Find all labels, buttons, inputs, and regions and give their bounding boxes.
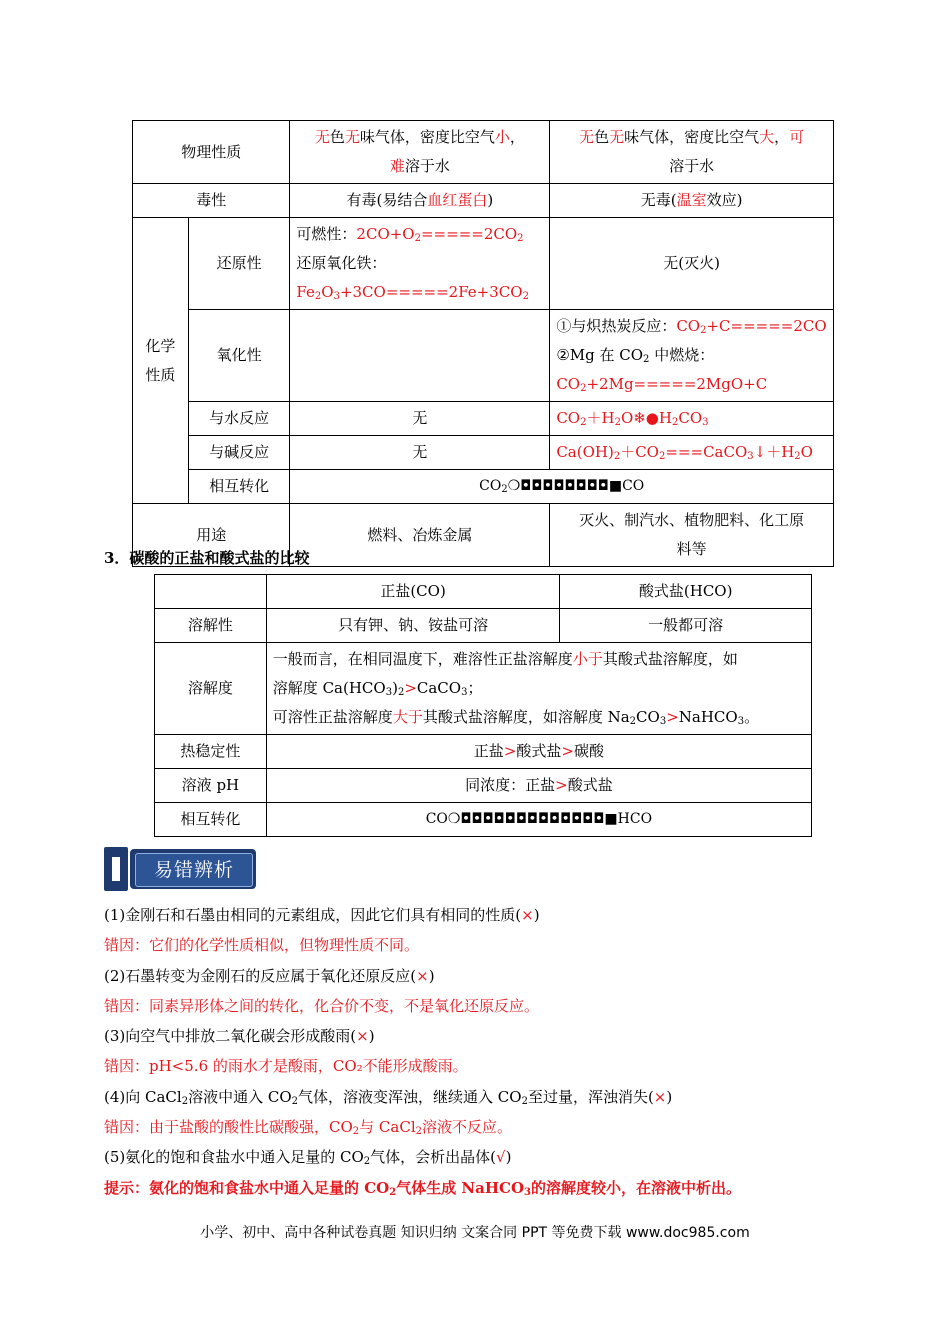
question-3: (3)向空气中排放二氧化碳会形成酸雨(×) — [104, 1027, 375, 1046]
answer-1: 错因：它们的化学性质相似，但物理性质不同。 — [104, 936, 420, 955]
table-row — [155, 735, 812, 769]
row-label: 相互转化 — [188, 470, 290, 504]
banner-notch — [112, 857, 120, 881]
co2-water-cell: $CO_2+H_2O❄●H_2CO_3$ — [550, 402, 834, 436]
answer-5: 提示：氨化的饱和食盐水中通入足量的 $CO_2$气体生成 NaHCO$_3$的溶解度较小，在溶液中析出。 — [104, 1178, 742, 1198]
co-physical-cell: 无色无味气体，密度比空气小， 难溶于水 — [290, 121, 550, 184]
table-row — [155, 609, 812, 643]
co-co2-comparison-table — [132, 120, 834, 567]
header-empty — [155, 575, 267, 609]
co2-base-cell: $Ca(OH)_2+CO_2===CaCO_3↓+H_2O$ — [550, 436, 834, 470]
row-label: 热稳定性 — [155, 735, 267, 769]
banner-label: 易错辨析 — [135, 853, 253, 887]
row-label: 用途 — [133, 504, 290, 567]
table-row — [155, 643, 812, 735]
co-reducing-cell: 可燃性：$2CO+O_2=====2CO_2$ 还原氧化铁： $Fe_2O_3+3CO=====2Fe+3CO_2$ — [290, 218, 550, 310]
co2-toxicity-cell: 无毒(温室效应) — [550, 184, 834, 218]
chem-properties-label: 化学 性质 — [133, 218, 189, 504]
table-row — [155, 803, 812, 837]
carbonate-comparison-table — [154, 574, 812, 837]
co-usage-cell: 燃料、冶炼金属 — [290, 504, 550, 567]
row-label: 与碱反应 — [188, 436, 290, 470]
co-oxidizing-cell — [290, 310, 550, 402]
co2-reducing-cell: 无(灭火) — [550, 218, 834, 310]
table-row — [155, 769, 812, 803]
row-label: 相互转化 — [155, 803, 267, 837]
solubility-degree-cell: 一般而言，在相同温度下，难溶性正盐溶解度小于其酸式盐溶解度，如 溶解度 $Ca(HCO_3)_2>CaCO_3$； 可溶性正盐溶解度大于其酸式盐溶解度，如溶解度 $Na_2CO_3>NaHCO_3$。 — [266, 643, 811, 735]
co2-usage-cell: 灭火、制汽水、植物肥料、化工原 料等 — [550, 504, 834, 567]
row-label: 与水反应 — [188, 402, 290, 436]
table-header-row — [155, 575, 812, 609]
table-row — [133, 121, 834, 184]
row-label: 氧化性 — [188, 310, 290, 402]
row-label: 物理性质 — [133, 121, 290, 184]
thermal-stability-cell: 正盐>酸式盐>碳酸 — [266, 735, 811, 769]
acid-solubility-cell: 一般都可溶 — [560, 609, 812, 643]
ph-cell: 同浓度：正盐>酸式盐 — [266, 769, 811, 803]
co-base-cell: 无 — [290, 436, 550, 470]
row-label: 溶解度 — [155, 643, 267, 735]
answer-3: 错因：pH<5.6 的雨水才是酸雨，CO₂不能形成酸雨。 — [104, 1057, 468, 1076]
question-4: (4)向 CaCl$_2$溶液中通入 $CO_2$气体，溶液变浑浊，继续通入 $CO_2$至过量，浑浊消失(×) — [104, 1087, 673, 1107]
table-row — [133, 402, 834, 436]
conversion-cell: $CO_2❍◘◘◘◘◘◘◘◘■CO$ — [290, 470, 834, 504]
section-title: 3．碳酸的正盐和酸式盐的比较 — [104, 549, 310, 567]
header-normal-salt: 正盐(CO) — [266, 575, 560, 609]
error-analysis-list — [104, 900, 824, 1203]
conversion-cell: CO❍◘◘◘◘◘◘◘◘◘◘◘◘◘■HCO — [266, 803, 811, 837]
table-row — [133, 184, 834, 218]
co-toxicity-cell: 有毒(易结合血红蛋白) — [290, 184, 550, 218]
table-row — [133, 436, 834, 470]
table-row — [133, 310, 834, 402]
co2-oxidizing-cell: ①与炽热炭反应：$CO_2+C=====2CO$ ②Mg 在 $CO_2$ 中燃烧： $CO_2+2Mg=====2MgO+C$ — [550, 310, 834, 402]
row-label: 毒性 — [133, 184, 290, 218]
page-footer: 小学、初中、高中各种试卷真题 知识归纳 文案合同 PPT 等免费下载 www.doc985.com — [200, 1225, 750, 1241]
header-acid-salt: 酸式盐(HCO) — [560, 575, 812, 609]
question-5: (5)氨化的饱和食盐水中通入足量的 $CO_2$气体，会析出晶体(√) — [104, 1148, 512, 1168]
normal-solubility-cell: 只有钾、钠、铵盐可溶 — [266, 609, 560, 643]
co2-physical-cell: 无色无味气体，密度比空气大，可 溶于水 — [550, 121, 834, 184]
table-row — [133, 218, 834, 310]
row-label: 溶解性 — [155, 609, 267, 643]
answer-4: 错因：由于盐酸的酸性比碳酸强，$CO_2$与 CaCl$_2$溶液不反应。 — [104, 1118, 513, 1138]
question-2: (2)石墨转变为金刚石的反应属于氧化还原反应(×) — [104, 966, 435, 985]
row-label: 还原性 — [188, 218, 290, 310]
answer-2: 错因：同素异形体之间的转化，化合价不变，不是氧化还原反应。 — [104, 996, 540, 1015]
section-banner — [104, 847, 256, 891]
table-row — [133, 470, 834, 504]
question-1: (1)金刚石和石墨由相同的元素组成，因此它们具有相同的性质(×) — [104, 906, 540, 924]
row-label: 溶液 pH — [155, 769, 267, 803]
co-water-cell: 无 — [290, 402, 550, 436]
